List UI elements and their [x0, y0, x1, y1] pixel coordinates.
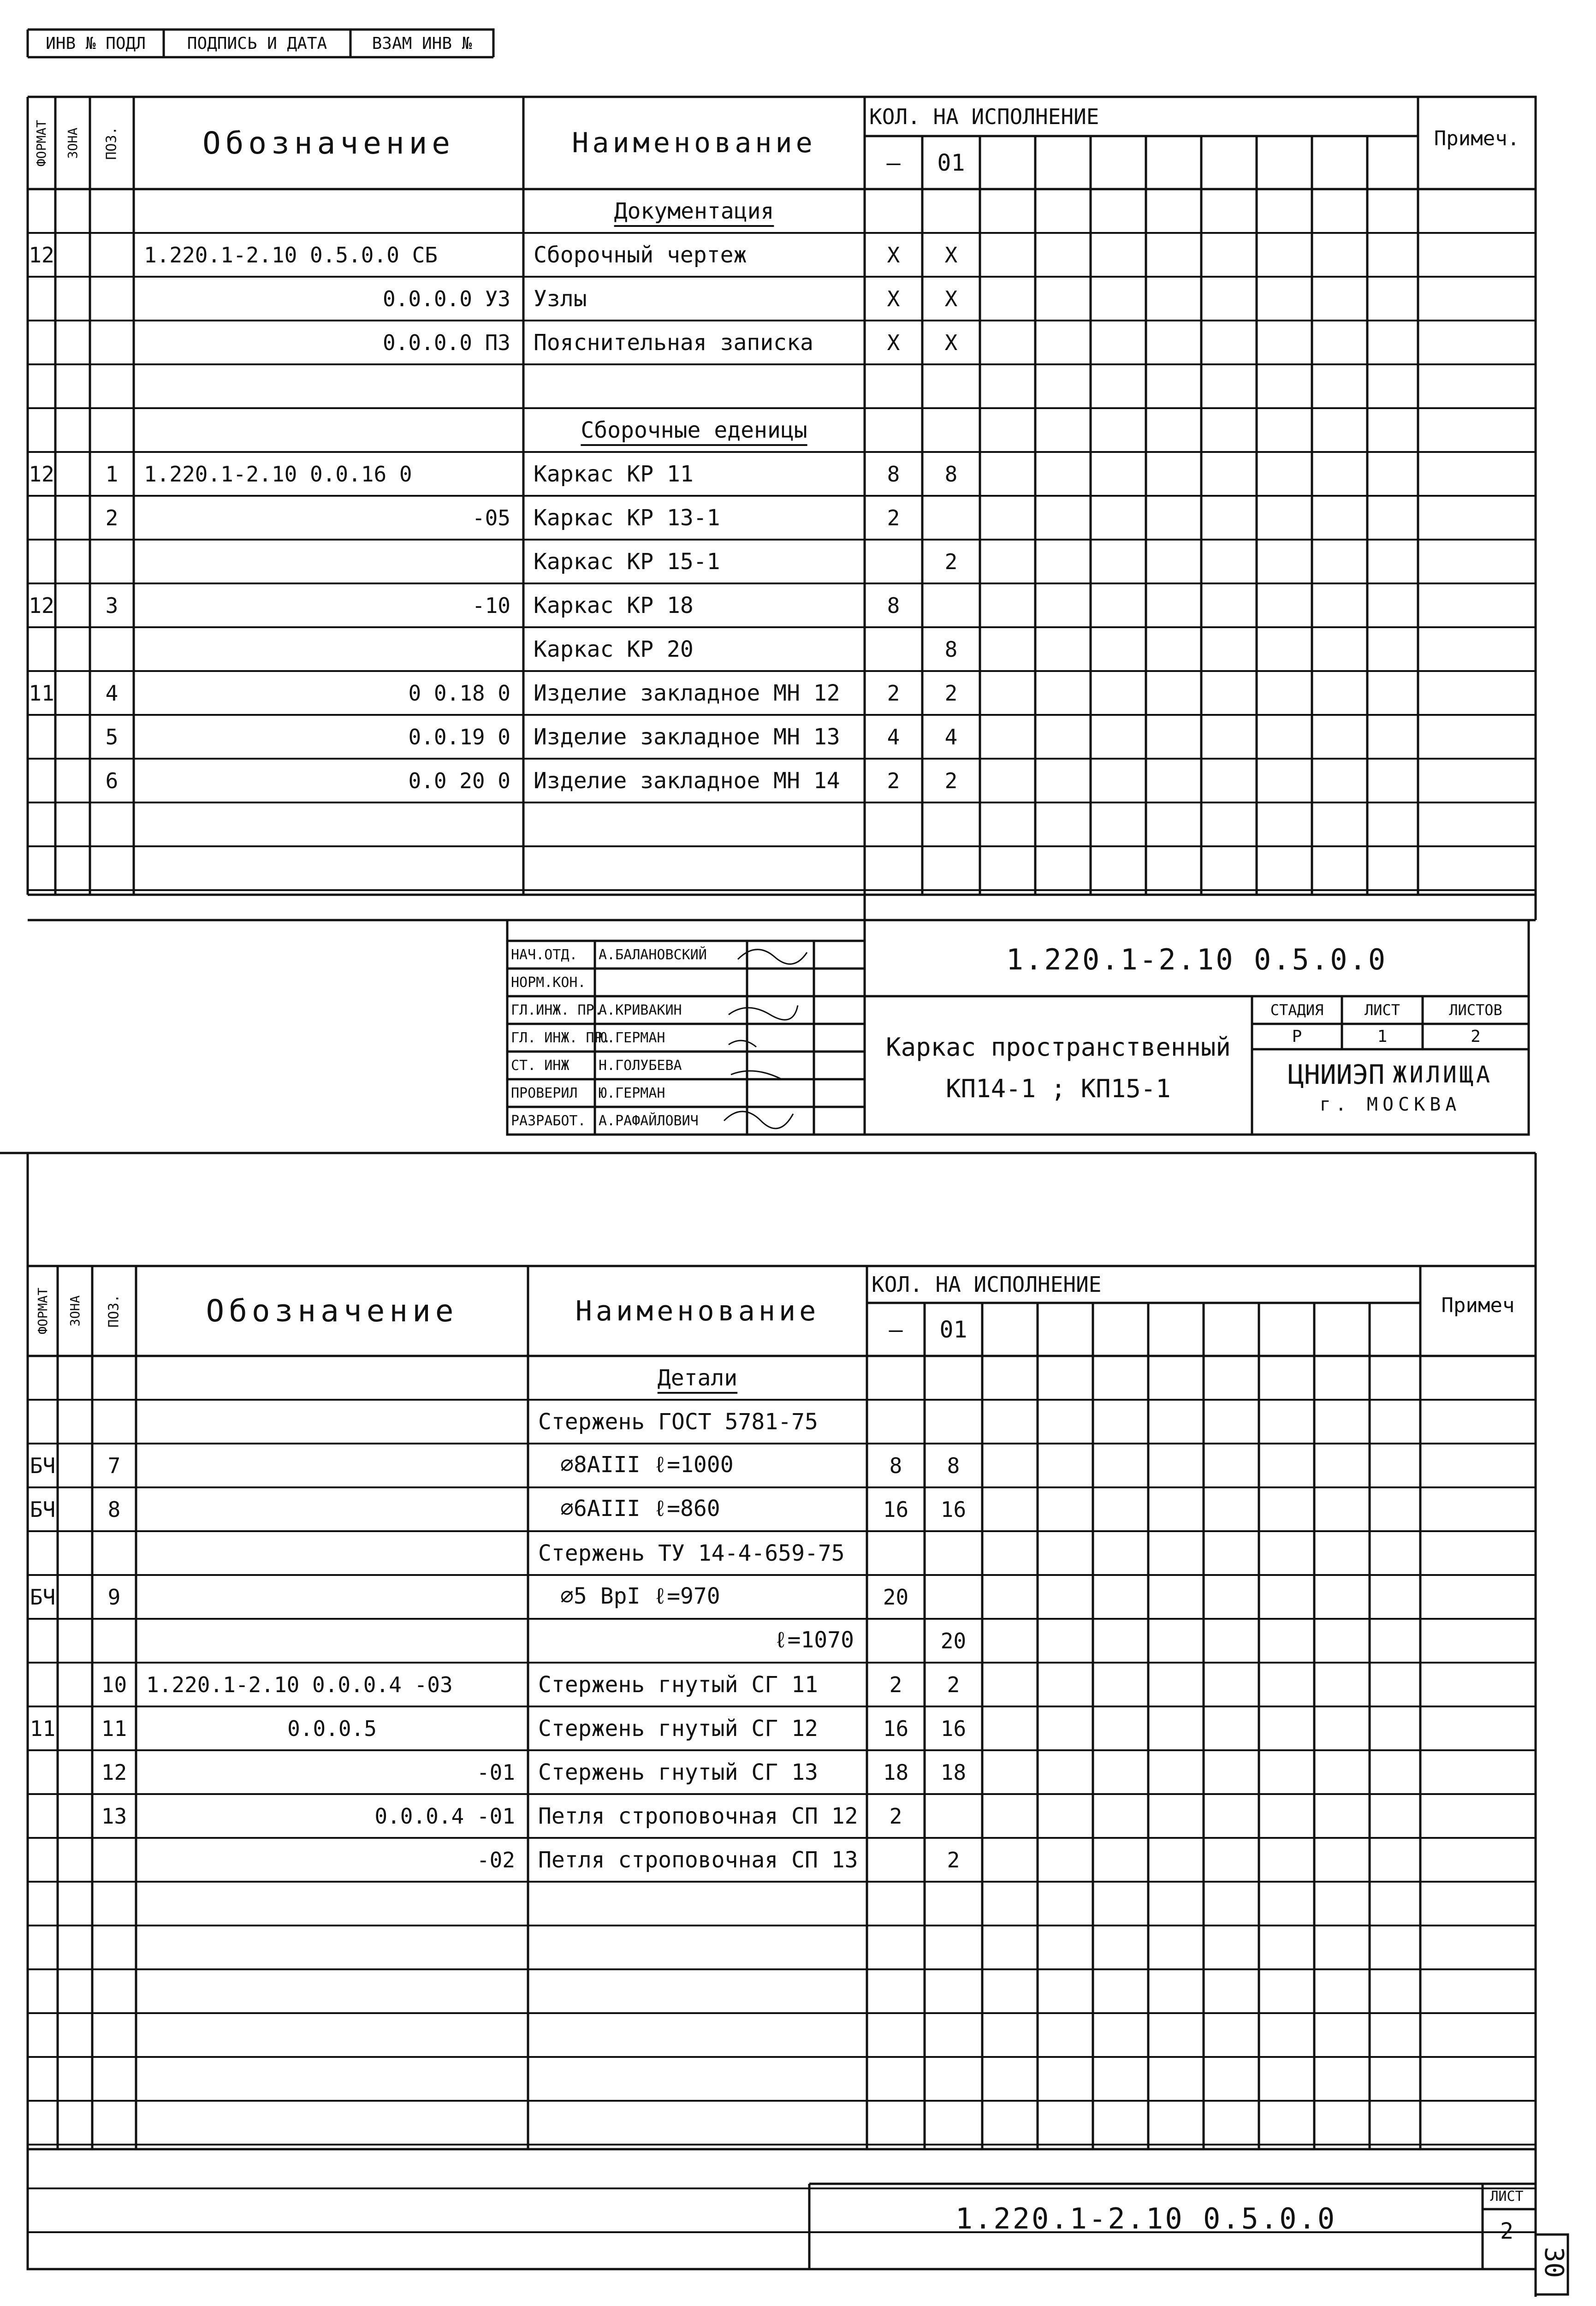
- row-pos: 3: [105, 593, 119, 618]
- sheet-value: 1: [1377, 1027, 1388, 1046]
- signer-1: А.БАЛАНОВСКИЙ: [599, 946, 707, 963]
- row-name: Узлы: [534, 285, 587, 312]
- signer-5: Н.ГОЛУБЕВА: [599, 1057, 682, 1074]
- row-qty-exec-1: 20: [883, 1584, 909, 1610]
- stamp-vzam-inv: ВЗАМ ИНВ №: [372, 34, 472, 53]
- row-format: 11: [29, 680, 54, 706]
- row-pos: 10: [101, 1672, 127, 1697]
- row-qty-exec-1: 8: [889, 1453, 902, 1478]
- row-qty-exec-1: 2: [887, 505, 900, 530]
- row-qty-exec-2: X: [944, 286, 958, 311]
- stage-value: Р: [1292, 1027, 1302, 1046]
- row-pos: 5: [105, 724, 119, 749]
- stage-label: СТАДИЯ: [1270, 1001, 1324, 1019]
- row-name: Сборочный чертеж: [534, 242, 747, 268]
- row-name: Стержень гнутый СГ 11: [538, 1671, 818, 1698]
- org-logo: ЦНИИЭП: [1287, 1059, 1385, 1090]
- role-3: ГЛ.ИНЖ. ПР.: [511, 1002, 603, 1018]
- header2-exec-2: 01: [939, 1316, 967, 1343]
- header-exec-2: 01: [937, 149, 965, 176]
- drawing-title-line2: КП14-1 ; КП15-1: [946, 1074, 1171, 1103]
- row-name: Стержень ГОСТ 5781-75: [538, 1409, 818, 1435]
- row-name: ℓ=1070: [774, 1627, 854, 1653]
- row-designation: 1.220.1-2.10 0.5.0.0 СБ: [144, 242, 438, 267]
- row-qty-exec-1: 4: [887, 724, 900, 749]
- row-qty-exec-2: 16: [940, 1497, 967, 1522]
- row-qty-exec-1: 2: [887, 768, 900, 793]
- row-format: 12: [29, 461, 54, 487]
- org-city: г. МОСКВА: [1319, 1094, 1461, 1115]
- row-pos: 12: [101, 1759, 127, 1785]
- header-note: Примеч.: [1434, 126, 1520, 150]
- signer-3: А.КРИВАКИН: [599, 1002, 682, 1018]
- row-format: БЧ: [30, 1453, 56, 1478]
- row-name: Изделие закладное МН 12: [534, 680, 840, 706]
- header-pos: ПОЗ.: [104, 126, 120, 160]
- header2-designation: Обозначение: [206, 1293, 458, 1329]
- role-4: ГЛ. ИНЖ. ПР.: [511, 1029, 611, 1046]
- header-format: ФОРМАТ: [34, 119, 49, 166]
- row-qty-exec-2: 4: [944, 724, 958, 749]
- row-name: ⌀6АIII ℓ=860: [560, 1496, 720, 1521]
- header-name: Наименование: [572, 127, 816, 159]
- row-qty-exec-1: 16: [883, 1497, 909, 1522]
- role-6: ПРОВЕРИЛ: [511, 1085, 578, 1101]
- role-7: РАЗРАБОТ.: [511, 1112, 586, 1129]
- signer-4: Ю.ГЕРМАН: [599, 1029, 665, 1046]
- sheet2-value: 2: [1500, 2218, 1513, 2244]
- row-qty-exec-1: 8: [887, 461, 900, 487]
- stamp-podpis-data: ПОДПИСЬ И ДАТА: [187, 34, 327, 53]
- row-name: Петля строповочная СП 13: [538, 1847, 858, 1873]
- row-name: Детали: [657, 1365, 738, 1391]
- row-pos: 8: [107, 1497, 121, 1522]
- header2-exec-1: –: [889, 1316, 903, 1343]
- org-suffix: ЖИЛИЩА: [1393, 1061, 1493, 1088]
- row-designation: 1.220.1-2.10 0.0.16 0: [144, 461, 412, 487]
- row-name: ⌀8АIII ℓ=1000: [560, 1452, 734, 1478]
- row-qty-exec-2: 2: [944, 768, 958, 793]
- row-name: Стержень гнутый СГ 12: [538, 1715, 818, 1741]
- row-name: Изделие закладное МН 14: [534, 767, 840, 794]
- row-pos: 6: [105, 768, 119, 793]
- sheets-label: ЛИСТОВ: [1449, 1001, 1502, 1019]
- header2-pos: ПОЗ.: [106, 1294, 122, 1328]
- header-designation: Обозначение: [202, 125, 455, 161]
- row-name: Сборочные еденицы: [581, 417, 807, 443]
- row-qty-exec-2: 2: [947, 1672, 960, 1697]
- row-name: Стержень гнутый СГ 13: [538, 1759, 818, 1785]
- row-designation: 0.0.0.5: [287, 1716, 377, 1741]
- header2-qty-title: КОЛ. НА ИСПОЛНЕНИЕ: [872, 1272, 1102, 1297]
- row-pos: 11: [101, 1716, 127, 1741]
- row-format: 12: [29, 242, 54, 267]
- row-qty-exec-2: 16: [940, 1716, 967, 1741]
- sheets-value: 2: [1471, 1027, 1481, 1046]
- row-pos: 2: [105, 505, 119, 530]
- row-qty-exec-2: 2: [947, 1847, 960, 1872]
- row-qty-exec-1: 2: [889, 1672, 902, 1697]
- row-designation: -01: [476, 1759, 515, 1785]
- signer-7: А.РАФАЙЛОВИЧ: [599, 1112, 699, 1129]
- signer-6: Ю.ГЕРМАН: [599, 1085, 665, 1101]
- row-qty-exec-1: X: [887, 286, 900, 311]
- row-designation: -10: [472, 593, 510, 618]
- header2-name: Наименование: [575, 1295, 820, 1327]
- row-format: БЧ: [30, 1584, 56, 1610]
- doc-number-sheet1: 1.220.1-2.10 0.5.0.0: [1006, 942, 1388, 976]
- row-qty-exec-2: X: [944, 330, 958, 355]
- row-name: Петля строповочная СП 12: [538, 1803, 858, 1829]
- header2-note: Примеч: [1441, 1293, 1515, 1317]
- row-format: 12: [29, 593, 54, 618]
- row-qty-exec-2: 8: [947, 1453, 960, 1478]
- stamp-inv-podl: ИНВ № ПОДЛ: [46, 34, 146, 53]
- row-qty-exec-2: 18: [940, 1759, 967, 1785]
- row-designation: -05: [472, 505, 510, 530]
- row-pos: 7: [107, 1453, 121, 1478]
- row-designation: 0.0.0.0 УЗ: [383, 286, 510, 311]
- sheet2-label: ЛИСТ: [1490, 2188, 1524, 2205]
- row-designation: -02: [476, 1847, 515, 1872]
- row-name: Пояснительная записка: [534, 329, 813, 356]
- row-name: Стержень ТУ 14-4-659-75: [538, 1540, 845, 1566]
- header-exec-1: –: [886, 149, 901, 176]
- row-format: 11: [30, 1716, 56, 1741]
- row-pos: 13: [101, 1803, 127, 1829]
- row-designation: 0.0 20 0: [408, 768, 510, 793]
- row-qty-exec-2: 2: [944, 549, 958, 574]
- header2-zone: ЗОНА: [67, 1295, 83, 1327]
- role-2: НОРМ.КОН.: [511, 974, 586, 991]
- header2-format: ФОРМАТ: [35, 1287, 50, 1335]
- row-designation: 0.0.19 0: [408, 724, 510, 749]
- row-qty-exec-1: 8: [887, 593, 900, 618]
- row-name: Изделие закладное МН 13: [534, 724, 840, 750]
- drawing-title-line1: Каркас пространственный: [886, 1032, 1231, 1062]
- row-qty-exec-2: 8: [944, 461, 958, 487]
- row-designation: 0.0.0.0 ПЗ: [383, 330, 510, 355]
- row-pos: 9: [107, 1584, 121, 1610]
- row-qty-exec-1: 2: [889, 1803, 902, 1829]
- row-qty-exec-1: 18: [883, 1759, 909, 1785]
- row-qty-exec-1: 2: [887, 680, 900, 706]
- row-name: Документация: [614, 198, 774, 224]
- row-qty-exec-2: 2: [944, 680, 958, 706]
- row-qty-exec-1: X: [887, 242, 900, 267]
- row-designation: 1.220.1-2.10 0.0.0.4 -03: [146, 1672, 453, 1697]
- row-name: Каркас КР 20: [534, 636, 694, 662]
- row-qty-exec-1: X: [887, 330, 900, 355]
- row-designation: 0 0.18 0: [408, 680, 510, 706]
- header-qty-title: КОЛ. НА ИСПОЛНЕНИЕ: [869, 104, 1099, 129]
- row-pos: 1: [105, 461, 119, 487]
- row-name: Каркас КР 11: [534, 461, 694, 487]
- row-qty-exec-2: X: [944, 242, 958, 267]
- row-name: ⌀5 ВрI ℓ=970: [560, 1583, 720, 1609]
- margin-note: 30: [1539, 2247, 1569, 2278]
- row-format: БЧ: [30, 1497, 56, 1522]
- row-qty-exec-2: 8: [944, 636, 958, 662]
- row-name: Каркас КР 15-1: [534, 548, 720, 575]
- row-qty-exec-1: 16: [883, 1716, 909, 1741]
- role-5: СТ. ИНЖ: [511, 1057, 570, 1074]
- doc-number-sheet2: 1.220.1-2.10 0.5.0.0: [955, 2201, 1337, 2235]
- sheet-label: ЛИСТ: [1364, 1001, 1400, 1019]
- row-designation: 0.0.0.4 -01: [374, 1803, 515, 1829]
- role-1: НАЧ.ОТД.: [511, 946, 578, 963]
- header-zone: ЗОНА: [65, 127, 80, 159]
- row-name: Каркас КР 18: [534, 592, 694, 618]
- row-qty-exec-2: 20: [940, 1628, 967, 1653]
- row-pos: 4: [105, 680, 119, 706]
- row-name: Каркас КР 13-1: [534, 505, 720, 531]
